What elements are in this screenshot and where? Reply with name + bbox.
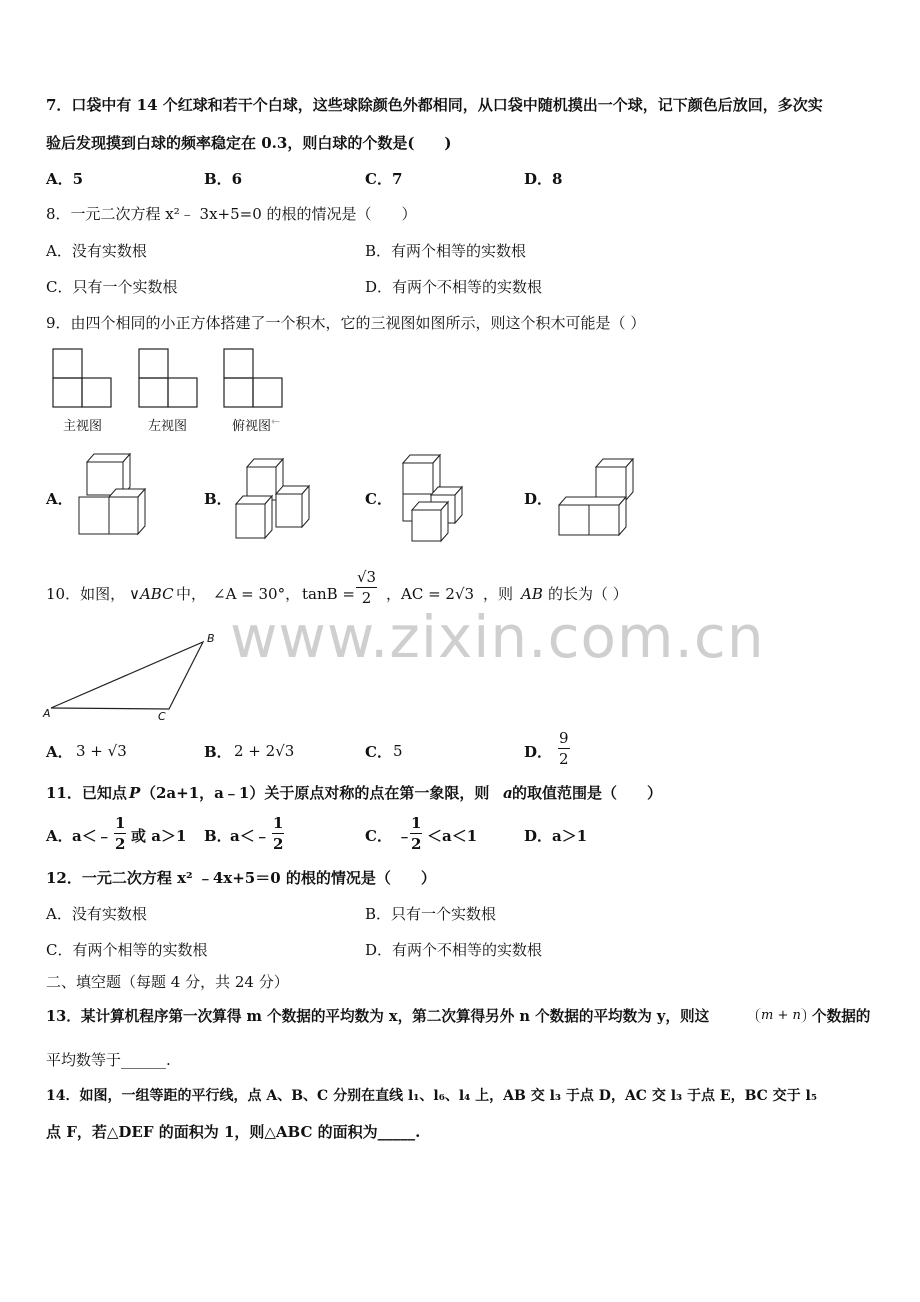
- q11-point-p: P: [129, 784, 141, 802]
- q11-stem-mid: （2a+1，a﹣1）关于原点对称的点在第一象限，则: [141, 784, 490, 802]
- q10-point-c: C: [158, 710, 166, 723]
- q13-stem-line1-end: 个数据的: [812, 1008, 871, 1025]
- q9-option-c-label[interactable]: C．: [365, 490, 392, 508]
- q10-point-b: B: [207, 632, 215, 645]
- watermark: www.zixin.com.cn: [230, 603, 765, 671]
- q8-option-c[interactable]: C．只有一个实数根: [46, 278, 178, 296]
- q11-option-b-fraction: [272, 816, 284, 852]
- q9-option-c-figure[interactable]: [398, 453, 478, 545]
- q8-option-b[interactable]: B．有两个相等的实数根: [365, 242, 527, 260]
- q10-option-d-label[interactable]: D．: [524, 743, 553, 761]
- q10-option-c[interactable]: 5: [393, 742, 403, 760]
- q11-option-a-label[interactable]: A．: [46, 827, 73, 845]
- q11-option-c-label[interactable]: C．: [365, 827, 392, 845]
- return-arrow-icon: ←: [271, 415, 281, 428]
- q11-c-half-num: 1: [411, 814, 422, 832]
- q11-option-b-label[interactable]: B．: [204, 827, 232, 845]
- q10-prefix: 10．如图，: [46, 585, 126, 603]
- q11-option-b-part1[interactable]: a＜﹣: [230, 827, 270, 845]
- q9-option-b-label[interactable]: B．: [204, 490, 232, 508]
- q11-stem-start: 11．已知点: [46, 784, 127, 802]
- q7-option-c[interactable]: C．7: [365, 170, 403, 188]
- q10-option-a-label[interactable]: A．: [46, 743, 73, 761]
- q11-b-half-num: 1: [273, 814, 284, 832]
- top-view-drawing: [224, 349, 282, 407]
- q10-option-b[interactable]: 2 + 2√3: [234, 742, 295, 760]
- q13-stem-line1: 13．某计算机程序第一次算得 m 个数据的平均数为 x，第二次算得另外 n 个数据的平均数为 y，则这: [46, 1008, 710, 1025]
- q10-triangle-figure: [40, 633, 230, 723]
- q13-m-plus-n: m + n: [756, 1008, 806, 1023]
- q14-stem-line1: 14．如图，一组等距的平行线，点 A、B、C 分别在直线 l₁、l₆、l₄ 上，AB 交 l₃ 于点 D，AC 交 l₃ 于点 E，BC 交于 l₅: [46, 1088, 818, 1104]
- q12-option-c[interactable]: C．有两个相等的实数根: [46, 941, 208, 959]
- q11-b-half-den: 2: [273, 835, 284, 853]
- q11-c-half-den: 2: [411, 835, 422, 853]
- q12-option-b[interactable]: B．只有一个实数根: [365, 905, 497, 923]
- q11-option-a-fraction: [114, 816, 126, 852]
- q12-option-a[interactable]: A．没有实数根: [46, 905, 147, 923]
- q7-option-b[interactable]: B．6: [204, 170, 243, 188]
- q10-option-c-label[interactable]: C．: [365, 743, 392, 761]
- front-view-caption: 主视图: [63, 419, 103, 434]
- left-view-drawing: [139, 349, 197, 407]
- q10-ac: ，AC = 2√3: [386, 585, 475, 603]
- q9-option-a-label[interactable]: A．: [46, 490, 73, 508]
- q8-option-d[interactable]: D．有两个不相等的实数根: [365, 278, 543, 296]
- q9-option-d-figure[interactable]: [556, 456, 646, 546]
- front-view-drawing: [53, 349, 111, 407]
- q8-stem: 8．一元二次方程 x²﹣ 3x+5=0 的根的情况是（ ）: [46, 205, 417, 223]
- q10-ac-tail: ，则: [483, 585, 514, 603]
- q10-fraction-numerator: √3: [357, 568, 377, 586]
- q8-option-a[interactable]: A．没有实数根: [46, 242, 147, 260]
- section-heading: 二、填空题（每题 4 分，共 24 分）: [46, 973, 289, 991]
- q10-tan: tanB =: [302, 585, 355, 603]
- q9-option-b-figure[interactable]: [233, 458, 313, 548]
- q11-option-a-part1[interactable]: a＜﹣: [72, 827, 112, 845]
- top-view-caption: 俯视图: [232, 419, 272, 434]
- q11-a-half-den: 2: [115, 835, 126, 853]
- q7-stem-line2: 验后发现摸到白球的频率稳定在 0.3，则白球的个数是( ): [46, 134, 452, 152]
- q10-fraction-denominator: 2: [361, 589, 372, 607]
- q10-tail: 的长为（ ）: [548, 585, 628, 603]
- q11-a-half-num: 1: [115, 814, 126, 832]
- q11-variable-a: a: [503, 784, 513, 802]
- q14-stem-line2: 点 F，若△DEF 的面积为 1，则△ABC 的面积为_____.: [46, 1123, 421, 1141]
- q10-ab: AB: [521, 585, 543, 603]
- q10-point-a: A: [43, 707, 51, 720]
- q10-angle: ∠A = 30°，: [213, 585, 301, 603]
- q11-option-a-part2[interactable]: 或 a＞1: [131, 827, 187, 845]
- q10-option-b-label[interactable]: B．: [204, 743, 232, 761]
- q7-option-a[interactable]: A．5: [46, 170, 84, 188]
- q11-option-d[interactable]: D．a＞1: [524, 827, 588, 845]
- q10-triangle-symbol: ∨ABC: [129, 585, 174, 603]
- q9-three-views-figure: [50, 347, 350, 417]
- q10-option-d-fraction[interactable]: [558, 731, 570, 767]
- q9-option-a-figure[interactable]: [75, 453, 155, 543]
- q7-option-d[interactable]: D．8: [524, 170, 563, 188]
- q10-mid: 中，: [176, 585, 207, 603]
- q13-stem-line2: 平均数等于______.: [46, 1051, 171, 1069]
- q11-stem-end: 的取值范围是（ ）: [512, 784, 663, 802]
- q10-option-d-denominator: 2: [559, 750, 569, 768]
- q10-option-d-numerator: 9: [559, 729, 569, 747]
- q12-option-d[interactable]: D．有两个不相等的实数根: [365, 941, 543, 959]
- q10-option-a[interactable]: 3 + √3: [76, 742, 127, 760]
- q12-stem: 12．一元二次方程 x² ﹣4x+5＝0 的根的情况是（ ）: [46, 869, 436, 887]
- q10-tan-fraction: [356, 570, 377, 606]
- q11-option-c-part2[interactable]: ＜a＜1: [427, 827, 478, 845]
- q7-stem-line1: 7．口袋中有 14 个红球和若干个白球，这些球除颜色外都相同，从口袋中随机摸出一个球，记下颜色后放回，多次实: [46, 96, 823, 114]
- left-view-caption: 左视图: [148, 419, 188, 434]
- q11-option-c-part1[interactable]: ﹣: [397, 827, 413, 845]
- q11-option-c-fraction: [410, 816, 422, 852]
- q9-stem: 9．由四个相同的小正方体搭建了一个积木，它的三视图如图所示，则这个积木可能是（ ）: [46, 314, 646, 332]
- q9-option-d-label[interactable]: D．: [524, 490, 553, 508]
